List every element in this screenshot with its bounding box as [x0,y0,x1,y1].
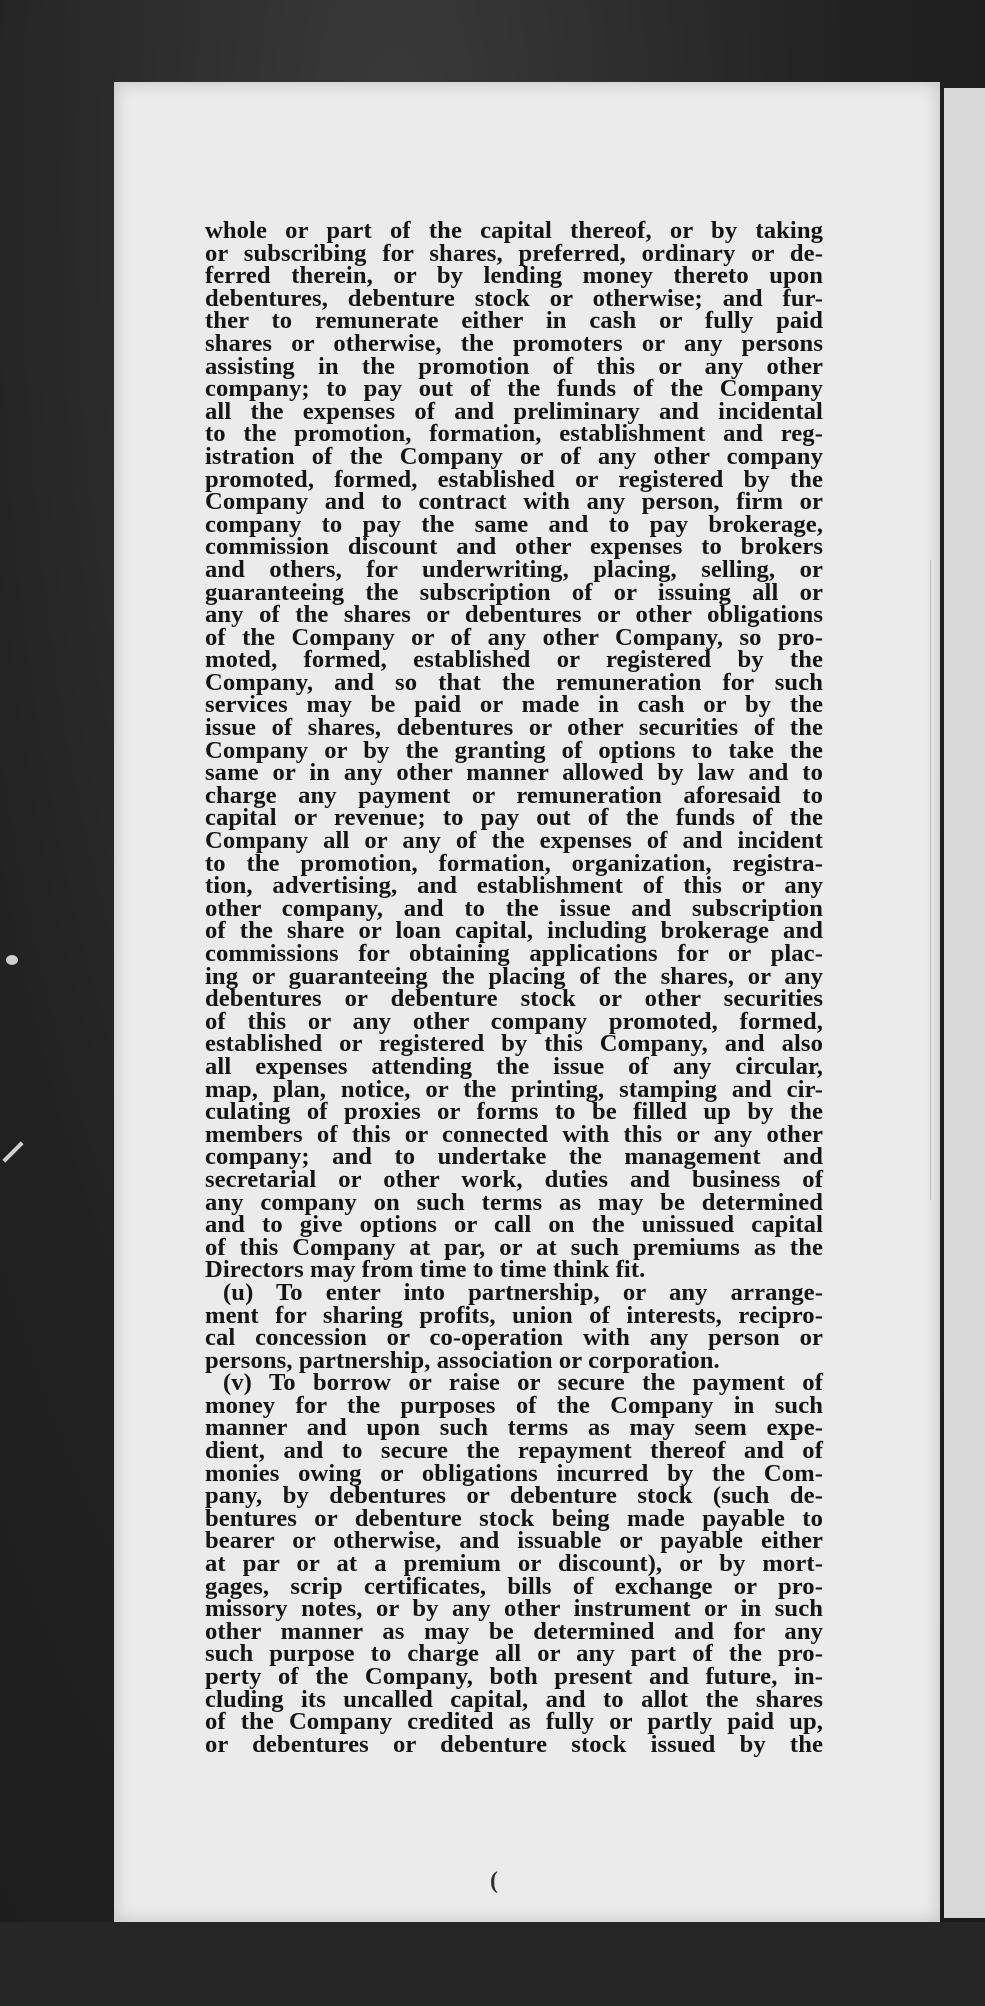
text-line: manner and upon such terms as may seem expe- [205,1414,823,1442]
text-line: promoted, formed, established or registered by the [205,465,823,493]
text-line: money for the purposes of the Company in such [205,1391,823,1419]
text-line: other manner as may be determined and for any [205,1617,823,1645]
text-line: to the promotion, formation, organization, registra- [205,849,823,877]
text-line: to the promotion, formation, establishment and reg- [205,420,823,448]
text-line: guaranteeing the subscription of or issuing all or [205,578,823,606]
text-line: bearer or otherwise, and issuable or payable either [205,1527,823,1555]
text-line: bentures or debenture stock being made payable to [205,1504,823,1532]
text-line: istration of the Company or of any other company [205,442,823,470]
text-line: charge any payment or remuneration aforesaid to [205,781,823,809]
text-line: capital or revenue; to pay out of the funds of the [205,804,823,832]
text-line: and others, for underwriting, placing, selling, or [205,555,823,583]
text-line: of the Company or of any other Company, so pro- [205,623,823,651]
text-line: monies owing or obligations incurred by the Com- [205,1459,823,1487]
text-line: company; and to undertake the management and [205,1143,823,1171]
text-line: debentures, debenture stock or otherwise; and fur- [205,284,823,312]
text-line: other company, and to the issue and subscription [205,894,823,922]
text-line: pany, by debentures or debenture stock (such de- [205,1482,823,1510]
text-line: culating of proxies or forms to be filled up by the [205,1098,823,1126]
text-line: commissions for obtaining applications for or plac- [205,940,823,967]
text-line: debentures or debenture stock or other securities [205,985,823,1013]
text-line: assisting in the promotion of this or any other [205,352,823,380]
text-line: cluding its uncalled capital, and to allot the shares [205,1685,823,1713]
text-line: shares or otherwise, the promoters or any persons [205,329,823,357]
text-line: company to pay the same and to pay brokerage, [205,510,823,538]
text-line: persons, partnership, association or corporation. [205,1346,720,1374]
text-line: Company all or any of the expenses of and incident [205,827,823,855]
body-text [205,217,823,1758]
text-line: cal concession or co-operation with any person or [205,1324,823,1352]
text-line: company; to pay out of the funds of the Company [205,375,823,403]
text-line: (u) To enter into partnership, or any arrange- [223,1278,823,1306]
text-line: Company, and so that the remuneration for such [205,668,823,696]
text-line: ing or guaranteeing the placing of the shares, or any [205,962,823,990]
text-line: ther to remunerate either in cash or fully paid [205,307,823,335]
text-line: perty of the Company, both present and future, in- [205,1663,823,1690]
text-line: gages, scrip certificates, bills of exchange or pro- [205,1572,823,1600]
text-line: Directors may from time to time think fit. [205,1256,646,1284]
next-page-edge [944,88,985,1918]
text-line: same or in any other manner allowed by law and to [205,759,823,787]
text-line: such purpose to charge all or any part of the pro- [205,1640,823,1668]
text-line: (v) To borrow or raise or secure the payment of [223,1369,823,1397]
scan-bottom-band [0,1922,985,2006]
text-line: issue of shares, debentures or other securities of the [205,714,823,742]
scan-artifact-dot [6,955,18,965]
text-line: missory notes, or by any other instrument or in such [205,1595,823,1623]
text-line: commission discount and other expenses to brokers [205,533,823,561]
text-line: at par or at a premium or discount), or by mort- [205,1550,823,1578]
text-line: dient, and to secure the repayment thereof and of [205,1437,823,1465]
text-line: secretarial or other work, duties and business of [205,1165,823,1193]
text-line: members of this or connected with this or any other [205,1120,823,1148]
page-number: ( [490,1868,498,1894]
text-line: ment for sharing profits, union of interests, recipro- [205,1301,823,1329]
text-line: and to give options or call on the unissued capital [205,1211,823,1239]
text-line: of this Company at par, or at such premiums as the [205,1233,823,1261]
text-line: whole or part of the capital thereof, or by taking [205,217,823,244]
text-line: any company on such terms as may be determined [205,1188,823,1216]
text-line: moted, formed, established or registered by the [205,646,823,674]
text-line: all expenses attending the issue of any circular, [205,1052,823,1080]
text-line: of the share or loan capital, including brokerage and [205,917,823,945]
text-line: Company and to contract with any person, firm or [205,488,823,516]
text-line: all the expenses of and preliminary and incidental [205,397,823,425]
text-line: Company or by the granting of options to take the [205,736,823,764]
text-line: any of the shares or debentures or other obligations [205,601,823,629]
text-line: services may be paid or made in cash or by the [205,691,823,719]
text-line: or subscribing for shares, preferred, ordinary or de- [205,239,823,267]
text-line: of this or any other company promoted, formed, [205,1007,823,1035]
text-line: tion, advertising, and establishment of this or any [205,872,823,900]
text-line: or debentures or debenture stock issued by the [205,1730,823,1758]
text-line: established or registered by this Company, and also [205,1030,823,1058]
text-line: of the Company credited as fully or partly paid up, [205,1708,823,1736]
text-line: map, plan, notice, or the printing, stamping and cir- [205,1075,823,1103]
page-fold-line [930,560,931,1200]
text-line: ferred therein, or by lending money thereto upon [205,262,823,290]
